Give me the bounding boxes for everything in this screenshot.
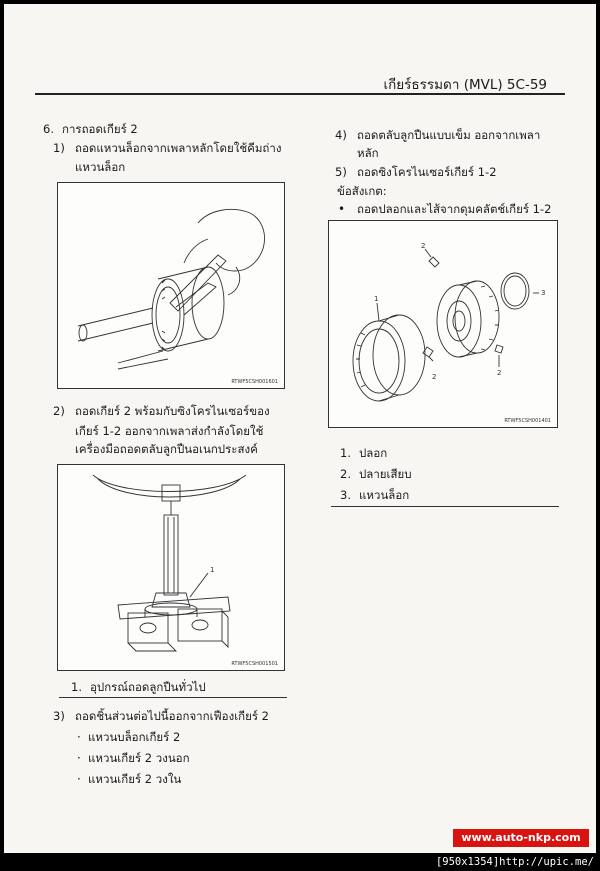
step-2-number: 2) [53,404,65,418]
page-header-title: เกียร์ธรรมดา (MVL) 5C-59 [383,77,547,93]
bullet-3-dot: · [77,772,81,786]
bullet-2-dot: · [77,751,81,765]
manual-page [4,4,596,853]
figure-3-illustration [329,221,557,427]
figure-1-code: RTWF5CSH001601 [231,379,278,385]
step-4-number: 4) [335,128,347,142]
bullet-1-dot: · [77,730,81,744]
legend-3-item-1-text: ปลอก [359,446,388,460]
figure-1-snap-ring-pliers [57,182,285,389]
figure-3-callout-1: 1 [374,295,379,303]
step-5-text: ถอดซิงโครไนเซอร์เกียร์ 1-2 [357,165,497,179]
figure-3-synchronizer-exploded [328,220,558,428]
image-caption: [950x1354]http://upic.me/ [435,856,594,868]
figure-3-callout-2c: 2 [497,369,502,377]
bullet-2-text: แหวนเกียร์ 2 วงนอก [88,751,190,765]
legend-3-item-1-number: 1. [340,446,351,460]
note-bullet-text: ถอดปลอกและไส้จากดุมคลัตช์เกียร์ 1-2 [357,202,552,216]
step-2-line-3: เครื่องมือถอดตลับลูกปืนอเนกประสงค์ [75,442,258,456]
figure-2-illustration [58,465,284,670]
step-2-line-1: ถอดเกียร์ 2 พร้อมกับซิงโครไนเซอร์ของ [75,404,270,418]
section-number: 6. [43,122,54,136]
legend-3-rule [331,506,559,507]
legend-3-item-2-text: ปลายเสียบ [359,467,412,481]
step-4-line-2: หลัก [357,146,379,160]
figure-2-code: RTWF5CSH001501 [231,661,278,667]
step-5-number: 5) [335,165,347,179]
step-4-line-1: ถอดตลับลูกปืนแบบเข็ม ออกจากเพลา [357,128,541,142]
section-title: การถอดเกียร์ 2 [62,122,138,136]
legend-2-number: 1. [71,680,82,694]
step-3-number: 3) [53,709,65,723]
note-title: ข้อสังเกต: [337,184,387,198]
step-1-line-2: แหวนล็อก [75,160,126,174]
step-3-text: ถอดชิ้นส่วนต่อไปนี้ออกจากเฟืองเกียร์ 2 [75,709,269,723]
bullet-1-text: แหวนบล็อกเกียร์ 2 [88,730,181,744]
header-rule [35,93,565,95]
figure-3-callout-2a: 2 [421,242,426,250]
legend-2-rule [59,697,287,698]
step-1-number: 1) [53,141,65,155]
legend-3-item-2-number: 2. [340,467,351,481]
figure-2-callout: 1 [210,566,215,574]
step-2-line-2: เกียร์ 1-2 ออกจากเพลาส่งกำลังโดยใช้ [75,424,264,438]
figure-3-callout-3: 3 [541,289,546,297]
note-bullet-dot: • [338,202,346,216]
figure-3-code: RTWF5CSH001401 [504,418,551,424]
legend-3-item-3-number: 3. [340,488,351,502]
legend-2-text: อุปกรณ์ถอดลูกปืนทั่วไป [90,680,206,694]
figure-3-callout-2b: 2 [432,373,437,381]
step-1-line-1: ถอดแหวนล็อกจากเพลาหลักโดยใช้คีมถ่าง [75,141,282,155]
legend-3-item-3-text: แหวนล็อก [359,488,410,502]
bullet-3-text: แหวนเกียร์ 2 วงใน [88,772,182,786]
figure-1-illustration [58,183,284,388]
website-badge: www.auto-nkp.com [453,829,589,847]
figure-2-bearing-puller [57,464,285,671]
